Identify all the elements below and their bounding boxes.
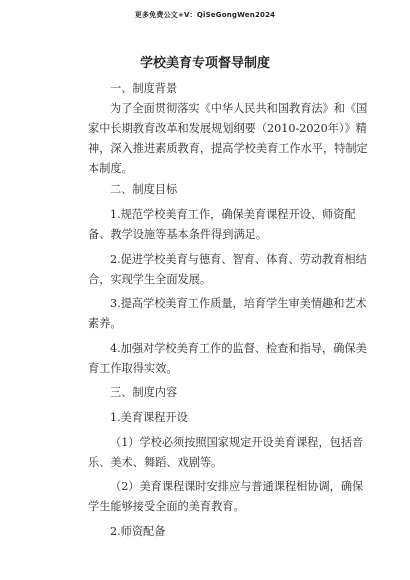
section-heading-goals: 二、制度目标 (110, 183, 178, 196)
content-item-1: （1）学校必须按照国家规定开设美育课程，包括音乐、美术、舞蹈、戏剧等。 (88, 436, 364, 469)
watermark-text: 更多免费公文+V：QiSeGongWen2024 (134, 11, 276, 19)
goal-item-1: 1.规范学校美育工作，确保美育课程开设、师资配备、教学设施等基本条件得到满足。 (88, 208, 356, 241)
content-subheading-courses: 1.美育课程开设 (110, 411, 188, 424)
paragraph-background: 为了全面贯彻落实《中华人民共和国教育法》和《国家中长期教育改革和发展规划纲要（2010-2020年）》精神，深入推进素质教育，提高学校美育工作水平，特制定本制度。 (88, 102, 368, 175)
goal-item-2: 2.促进学校美育与德育、智育、体育、劳动教育相结合，实现学生全面发展。 (88, 253, 367, 286)
section-heading-content: 三、制度内容 (110, 386, 178, 399)
content-subheading-teachers: 2.师资配备 (110, 525, 166, 538)
content-item-2: （2）美育课程课时安排应与普通课程相协调，确保学生能够接受全面的美育教育。 (88, 480, 364, 513)
document-title: 学校美育专项督导制度 (139, 56, 270, 71)
goal-item-4: 4.加强对学校美育工作的监督、检查和指导，确保美育工作取得实效。 (88, 342, 367, 375)
section-heading-background: 一、制度背景 (110, 82, 178, 95)
goal-item-3: 3.提高学校美育工作质量，培育学生审美情趣和艺术素养。 (88, 297, 367, 330)
